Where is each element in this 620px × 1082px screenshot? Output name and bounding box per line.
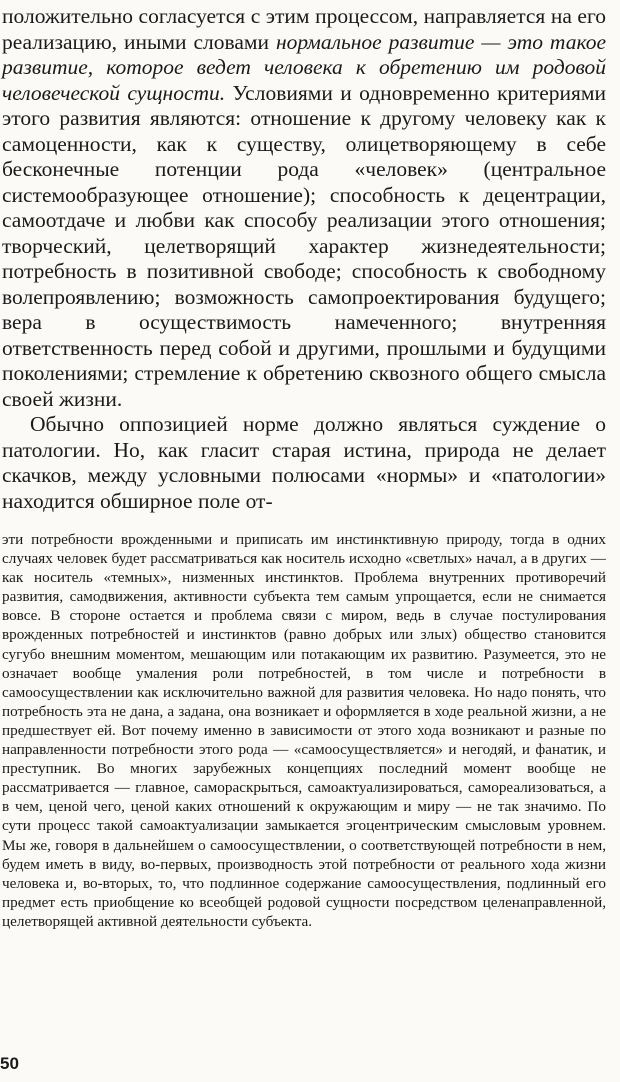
footnote <box>2 530 606 931</box>
paragraph-1 <box>2 4 606 412</box>
footnote-text: эти потребности врожденными и приписать им инстинктивную природу, тогда в одних случаях человек будет рассматриваться как носитель исходно «светлых» начал, а в других — как носитель «темных», низменных инстинктов. Проблема внутренних противоречий развития, самодвижения, активности субъекта тем самым упрощается, если не снимается вовсе. В стороне остается и проблема связи с миром, ведь в случае постулирования врожденных потребностей и инстинктов (равно добрых или злых) общество становится сугубо внешним моментом, мешающим или потакающим их развитию. Разумеется, это не означает вообще умаления роли потребностей, в том числе и потребности в самоосуществлении как исключительно важной для развития человека. Но надо понять, что потребность эта не дана, а задана, она возникает и оформляется в ходе реальной жизни, а не предшествует ей. Вот почему именно в зависимости от этого хода возникают и разные по направленности потребности этого рода — «самоосуществляется» и негодяй, и фанатик, и преступник. Во многих зарубежных концепциях последний момент вообще не рассматривается — главное, самораскрыться, самоактуализироваться, самореализоваться, а в чем, ценой чего, ценой каких отношений к окружающим и миру — не так значимо. По сути процесс такой самоактуализации замыкается эгоцентрическим смысловым уровнем. Мы же, говоря в дальнейшем о самоосуществлении, о соответствующей потребности в нем, будем иметь в виду, во-первых, производность этой потребности от реального хода жизни человека и, во-вторых, то, что подлинное содержание самоосуществления, подлинный его предмет есть приобщение ко всеобщей родовой сущности посредством целенаправленной, целетворящей активной деятельности субъекта. <box>2 531 606 930</box>
paragraph-2: Обычно оппозицией норме должно являться суждение о патологии. Но, как гласит старая истина, природа не делает скачков, между условными полюсами «нормы» и «патологии» находится обширное поле от- <box>2 412 606 513</box>
main-text <box>2 4 606 514</box>
page-number: 50 <box>0 1054 19 1073</box>
paragraph-1-start: положительно согласуется с этим процессом, направляется на его реализацию, иными словами <box>2 4 606 54</box>
paragraph-1-italic-definition: нормальное развитие — это такое развитие, которое ведет человека к обретению им родовой человеческой сущности. <box>2 29 606 105</box>
paragraph-1-end: Условиями и одновременно критериями этого развития являются: отношение к другому человеку как к самоценности, как к существу, олицетворяющему в себе бесконечные потенции рода «человек» (центральное системообразующее отношение); способность к децентрации, самоотдаче и любви как способу реализации этого отношения; творческий, целетворящий характер жизнедеятельности; потребность в позитивной свободе; способность к свободному волепроявлению; возможность самопроектирования будущего; вера в осуществимость намеченного; внутренняя ответственность перед собой и другими, прошлыми и будущими поколениями; стремление к обретению сквозного общего смысла своей жизни. <box>2 80 607 411</box>
